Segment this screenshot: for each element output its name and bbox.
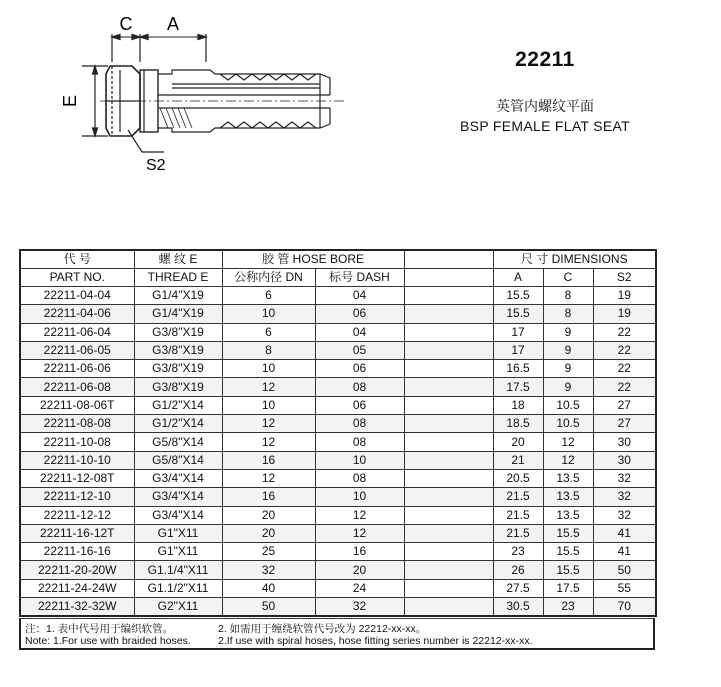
cell-c: 10.5 <box>543 415 593 433</box>
header-dimensions: 尺 寸 DIMENSIONS <box>493 250 656 269</box>
cell-a: 15.5 <box>493 287 543 305</box>
table-row <box>20 323 656 341</box>
cell-s2: 70 <box>593 598 656 617</box>
table-row <box>20 524 656 542</box>
cell-dash: 12 <box>315 506 404 524</box>
cell-s2: 22 <box>593 360 656 378</box>
cell-dn: 8 <box>222 341 315 359</box>
table-row <box>20 561 656 579</box>
cell-s2: 22 <box>593 341 656 359</box>
model-number: 22211 <box>515 48 575 71</box>
cell-c: 23 <box>543 598 593 617</box>
cell-blank <box>404 524 493 542</box>
cell-blank <box>404 305 493 323</box>
note-line-cn <box>25 621 427 636</box>
dim-e-label: E <box>60 94 80 108</box>
cell-part: 22211-12-08T <box>20 469 134 487</box>
cell-thread: G5/8"X14 <box>134 451 222 469</box>
cell-a: 16.5 <box>493 360 543 378</box>
dim-c-label: C <box>119 14 133 34</box>
title-english: BSP FEMALE FLAT SEAT <box>460 118 630 134</box>
cell-c: 15.5 <box>543 524 593 542</box>
cell-a: 17.5 <box>493 378 543 396</box>
cell-dash: 06 <box>315 305 404 323</box>
note-cn-1: 注：1. 表中代号用于编织软管。 <box>25 623 174 635</box>
cell-c: 15.5 <box>543 543 593 561</box>
cell-part: 22211-12-10 <box>20 488 134 506</box>
header-thread-cn: 螺 纹 E <box>134 250 222 269</box>
cell-thread: G3/8"X19 <box>134 360 222 378</box>
cell-dash: 04 <box>315 323 404 341</box>
dim-a-label: A <box>166 14 180 34</box>
table-row <box>20 598 656 617</box>
cell-part: 22211-16-12T <box>20 524 134 542</box>
cell-dash: 12 <box>315 524 404 542</box>
cell-dash: 32 <box>315 598 404 617</box>
cell-thread: G3/8"X19 <box>134 323 222 341</box>
cell-dash: 08 <box>315 378 404 396</box>
table-header-row-2 <box>20 269 656 287</box>
fitting-drawing-svg <box>60 0 360 195</box>
spec-table <box>19 249 657 617</box>
cell-s2: 32 <box>593 506 656 524</box>
cell-thread: G3/4"X14 <box>134 506 222 524</box>
note-line-en <box>25 635 533 647</box>
title-chinese: 英管内螺纹平面 <box>496 98 594 114</box>
cell-blank <box>404 378 493 396</box>
cell-part: 22211-08-06T <box>20 396 134 414</box>
cell-thread: G1/2"X14 <box>134 396 222 414</box>
table-row <box>20 341 656 359</box>
cell-part: 22211-20-20W <box>20 561 134 579</box>
cell-a: 21.5 <box>493 506 543 524</box>
cell-s2: 32 <box>593 469 656 487</box>
cell-s2: 30 <box>593 433 656 451</box>
cell-blank <box>404 506 493 524</box>
table-row <box>20 451 656 469</box>
cell-s2: 27 <box>593 415 656 433</box>
cell-s2: 32 <box>593 488 656 506</box>
cell-s2: 19 <box>593 305 656 323</box>
cell-c: 13.5 <box>543 469 593 487</box>
cell-blank <box>404 323 493 341</box>
header-c: C <box>543 269 593 287</box>
cell-a: 17 <box>493 323 543 341</box>
cell-dn: 12 <box>222 378 315 396</box>
table-row <box>20 378 656 396</box>
cell-blank <box>404 561 493 579</box>
cell-a: 20 <box>493 433 543 451</box>
cell-a: 18.5 <box>493 415 543 433</box>
cell-part: 22211-12-12 <box>20 506 134 524</box>
cell-dash: 08 <box>315 415 404 433</box>
cell-thread: G1/2"X14 <box>134 415 222 433</box>
cell-a: 21.5 <box>493 524 543 542</box>
cell-dash: 04 <box>315 287 404 305</box>
cell-part: 22211-24-24W <box>20 579 134 597</box>
cell-dn: 16 <box>222 451 315 469</box>
cell-thread: G1.1/4"X11 <box>134 561 222 579</box>
cell-c: 13.5 <box>543 506 593 524</box>
table-row <box>20 543 656 561</box>
cell-c: 15.5 <box>543 561 593 579</box>
cell-dash: 24 <box>315 579 404 597</box>
header-thread: THREAD E <box>134 269 222 287</box>
cell-c: 8 <box>543 287 593 305</box>
cell-blank <box>404 360 493 378</box>
cell-part: 22211-04-06 <box>20 305 134 323</box>
cell-c: 9 <box>543 360 593 378</box>
cell-s2: 55 <box>593 579 656 597</box>
table-row <box>20 360 656 378</box>
cell-thread: G3/4"X14 <box>134 469 222 487</box>
cell-c: 12 <box>543 451 593 469</box>
cell-a: 21 <box>493 451 543 469</box>
table-row <box>20 433 656 451</box>
cell-s2: 41 <box>593 524 656 542</box>
cell-a: 27.5 <box>493 579 543 597</box>
cell-part: 22211-06-05 <box>20 341 134 359</box>
cell-a: 21.5 <box>493 488 543 506</box>
cell-dn: 12 <box>222 433 315 451</box>
cell-dash: 06 <box>315 396 404 414</box>
cell-blank <box>404 433 493 451</box>
cell-dash: 16 <box>315 543 404 561</box>
cell-blank <box>404 488 493 506</box>
cell-a: 30.5 <box>493 598 543 617</box>
cell-s2: 22 <box>593 323 656 341</box>
header-a: A <box>493 269 543 287</box>
cell-dn: 10 <box>222 305 315 323</box>
cell-dn: 50 <box>222 598 315 617</box>
cell-a: 17 <box>493 341 543 359</box>
cell-blank <box>404 287 493 305</box>
header-blank <box>404 250 493 269</box>
cell-dn: 25 <box>222 543 315 561</box>
cell-dash: 08 <box>315 433 404 451</box>
cell-part: 22211-10-08 <box>20 433 134 451</box>
table-row <box>20 396 656 414</box>
cell-c: 9 <box>543 341 593 359</box>
cell-part: 22211-16-16 <box>20 543 134 561</box>
header-dn: 公称内径 DN <box>222 269 315 287</box>
cell-thread: G2"X11 <box>134 598 222 617</box>
cell-blank <box>404 598 493 617</box>
cell-thread: G1/4"X19 <box>134 287 222 305</box>
cell-dash: 10 <box>315 451 404 469</box>
cell-s2: 30 <box>593 451 656 469</box>
cell-s2: 27 <box>593 396 656 414</box>
cell-c: 13.5 <box>543 488 593 506</box>
cell-part: 22211-10-10 <box>20 451 134 469</box>
cell-dash: 10 <box>315 488 404 506</box>
table-row <box>20 305 656 323</box>
note-en-2: 2.If use with spiral hoses, hose fitting series number is 22212-xx-xx. <box>218 635 533 647</box>
cell-a: 23 <box>493 543 543 561</box>
table-row <box>20 415 656 433</box>
header-blank-2 <box>404 269 493 287</box>
cell-c: 12 <box>543 433 593 451</box>
cell-thread: G1.1/2"X11 <box>134 579 222 597</box>
cell-c: 8 <box>543 305 593 323</box>
cell-part: 22211-06-08 <box>20 378 134 396</box>
cell-dash: 20 <box>315 561 404 579</box>
table-row <box>20 488 656 506</box>
cell-dash: 06 <box>315 360 404 378</box>
table-row <box>20 506 656 524</box>
cell-dn: 20 <box>222 524 315 542</box>
cell-c: 9 <box>543 323 593 341</box>
cell-dash: 08 <box>315 469 404 487</box>
cell-blank <box>404 579 493 597</box>
cell-thread: G1/4"X19 <box>134 305 222 323</box>
cell-blank <box>404 451 493 469</box>
cell-blank <box>404 543 493 561</box>
cell-s2: 22 <box>593 378 656 396</box>
cell-s2: 19 <box>593 287 656 305</box>
cell-part: 22211-08-08 <box>20 415 134 433</box>
cell-part: 22211-04-04 <box>20 287 134 305</box>
header-part-cn: 代 号 <box>20 250 134 269</box>
header-s2: S2 <box>593 269 656 287</box>
cell-thread: G1"X11 <box>134 524 222 542</box>
cell-dn: 40 <box>222 579 315 597</box>
cell-dn: 6 <box>222 287 315 305</box>
cell-thread: G3/8"X19 <box>134 378 222 396</box>
cell-thread: G3/4"X14 <box>134 488 222 506</box>
cell-part: 22211-32-32W <box>20 598 134 617</box>
header-part-no: PART NO. <box>20 269 134 287</box>
cell-c: 10.5 <box>543 396 593 414</box>
cell-blank <box>404 469 493 487</box>
cell-part: 22211-06-06 <box>20 360 134 378</box>
dim-s2-label: S2 <box>146 157 166 174</box>
cell-c: 17.5 <box>543 579 593 597</box>
table-row <box>20 469 656 487</box>
table-row <box>20 287 656 305</box>
cell-dn: 20 <box>222 506 315 524</box>
cell-dn: 10 <box>222 396 315 414</box>
cell-dn: 12 <box>222 415 315 433</box>
cell-a: 18 <box>493 396 543 414</box>
table-header-row-1 <box>20 250 656 269</box>
cell-a: 20.5 <box>493 469 543 487</box>
cell-part: 22211-06-04 <box>20 323 134 341</box>
notes-box <box>19 618 655 650</box>
cell-blank <box>404 415 493 433</box>
cell-thread: G1"X11 <box>134 543 222 561</box>
cell-blank <box>404 341 493 359</box>
header-hose-bore: 胶 管 HOSE BORE <box>222 250 404 269</box>
cell-thread: G5/8"X14 <box>134 433 222 451</box>
cell-c: 9 <box>543 378 593 396</box>
header-dash: 标号 DASH <box>315 269 404 287</box>
cell-dash: 05 <box>315 341 404 359</box>
table-row <box>20 579 656 597</box>
cell-s2: 50 <box>593 561 656 579</box>
cell-dn: 12 <box>222 469 315 487</box>
note-en-1: Note: 1.For use with braided hoses. <box>25 635 191 647</box>
cell-a: 26 <box>493 561 543 579</box>
fitting-drawing <box>60 0 360 195</box>
cell-dn: 10 <box>222 360 315 378</box>
cell-thread: G3/8"X19 <box>134 341 222 359</box>
cell-s2: 41 <box>593 543 656 561</box>
note-cn-2: 2. 如需用于缠绕软管代号改为 22212-xx-xx。 <box>218 623 427 635</box>
cell-dn: 6 <box>222 323 315 341</box>
cell-dn: 16 <box>222 488 315 506</box>
cell-dn: 32 <box>222 561 315 579</box>
cell-a: 15.5 <box>493 305 543 323</box>
cell-blank <box>404 396 493 414</box>
